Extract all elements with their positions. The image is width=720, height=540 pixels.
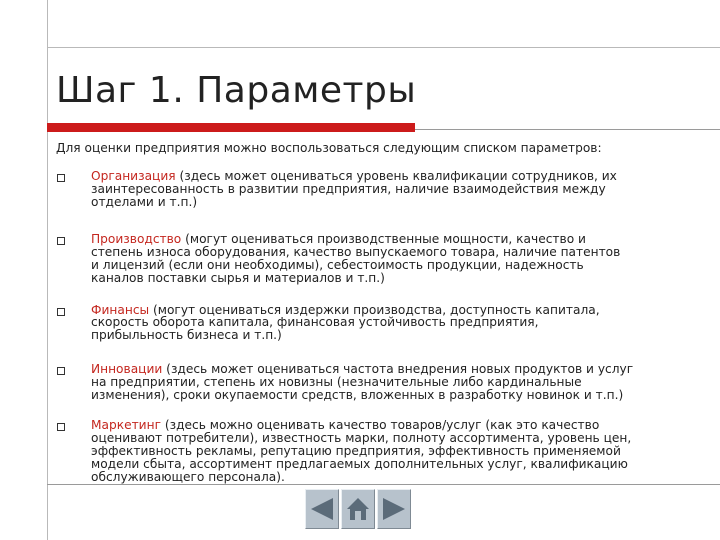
square-bullet-icon [57,237,65,245]
title-top-rule [47,47,720,48]
slide-title: Шаг 1. Параметры [56,70,417,111]
list-item-term: Инновации [91,361,163,376]
list-item-term: Финансы [91,302,150,317]
list-item-line: и лицензий (если они необходимы), себестоимость продукции, надежность [91,257,584,272]
title-accent-bar [47,123,415,132]
arrow-right-icon [381,496,407,522]
square-bullet-icon [57,174,65,182]
list-item-line: скорость оборота капитала, финансовая устойчивость предприятия, [91,315,539,330]
list-item-line: отделами и т.п.) [91,194,198,209]
parameter-list [56,170,696,483]
list-item [56,419,696,483]
list-item-line: Организация (здесь может оцениваться уровень квалификации сотрудников, их [91,169,617,183]
left-vertical-rule [47,0,48,540]
list-item-term: Организация [91,169,176,183]
list-item-line: оценивают потребители), известность марки, полноту ассортимента, уровень цен, [91,431,632,446]
intro-text: Для оценки предприятия можно воспользоваться следующим списком параметров: [56,141,602,155]
list-item [56,363,696,401]
list-item-line: модели сбыта, ассортимент предлагаемых дополнительных услуг, квалификацию [91,456,628,471]
list-item [56,233,696,284]
list-item-line: заинтересованность в развитии предприятия, наличие взаимодействия между [91,181,606,196]
list-item-line: эффективность рекламы, репутацию предприятия, эффективность применяемой [91,443,621,458]
square-bullet-icon [57,423,65,431]
list-item-line: Маркетинг (здесь можно оценивать качество товаров/услуг (как это качество [91,418,600,433]
bottom-rule [47,484,720,485]
list-item-line: Инновации (здесь может оцениваться частота внедрения новых продуктов и услуг [91,361,634,376]
list-item [56,170,696,208]
list-item-line: степень износа оборудования, качество выпускаемого товара, наличие патентов [91,245,621,260]
previous-slide-button[interactable] [305,489,339,529]
list-item-line: изменения), сроки окупаемости средств, вложенных в разработку новинок и т.п.) [91,387,624,402]
navigation-buttons [305,489,413,529]
square-bullet-icon [57,367,65,375]
list-item [56,304,696,342]
list-item-line: Производство (могут оцениваться производственные мощности, качество и [91,232,586,247]
arrow-left-icon [309,496,335,522]
next-slide-button[interactable] [377,489,411,529]
list-item-line: на предприятии, степень их новизны (незначительные либо кардинальные [91,374,582,389]
square-bullet-icon [57,308,65,316]
list-item-line: обслуживающего персонала). [91,469,285,484]
home-button[interactable] [341,489,375,529]
list-item-line: каналов поставки сырья и материалов и т.п.) [91,270,385,285]
list-item-line: прибыльность бизнеса и т.п.) [91,328,282,343]
home-icon [345,496,371,522]
list-item-line: Финансы (могут оцениваться издержки производства, доступность капитала, [91,302,600,317]
list-item-term: Маркетинг [91,418,161,433]
list-item-term: Производство [91,232,182,247]
